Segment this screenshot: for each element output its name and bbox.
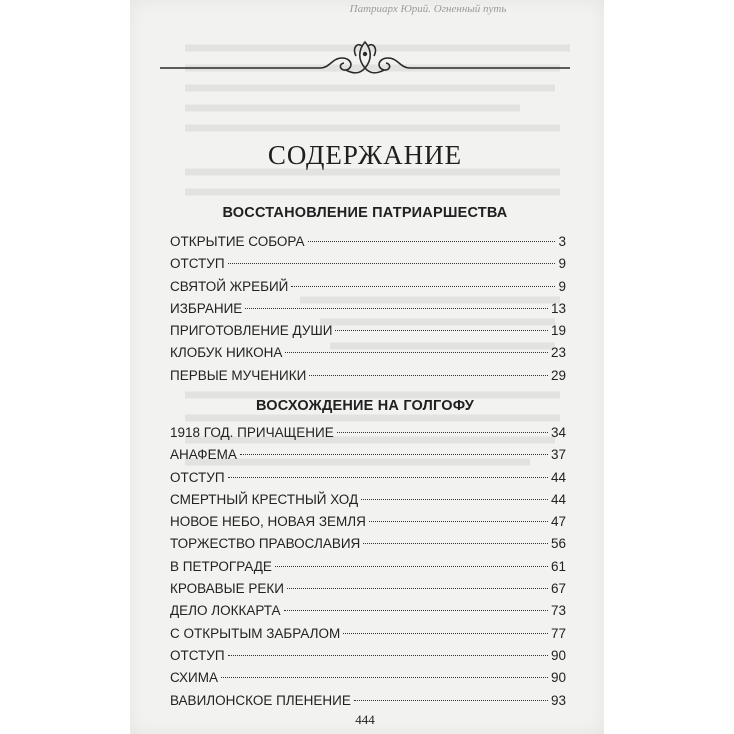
dot-leader <box>337 432 548 433</box>
toc-list-section-2 <box>170 422 566 712</box>
toc-entry-page: 73 <box>550 603 566 619</box>
toc-entry-page: 3 <box>558 234 566 249</box>
dot-leader <box>221 677 548 678</box>
toc-entry[interactable] <box>170 623 566 645</box>
dot-leader <box>284 610 548 611</box>
toc-entry-title: ВАВИЛОНСКОЕ ПЛЕНЕНИЕ <box>170 692 351 708</box>
toc-entry[interactable] <box>170 578 566 600</box>
section-heading-restoration: ВОССТАНОВЛЕНИЕ ПАТРИАРШЕСТВА <box>222 205 508 221</box>
toc-entry-page: 37 <box>550 447 566 463</box>
dot-leader <box>343 633 548 634</box>
dot-leader <box>335 330 547 331</box>
toc-entry-page: 90 <box>550 670 566 686</box>
dot-leader <box>363 543 548 544</box>
toc-entry[interactable] <box>170 365 566 387</box>
page-number: 444 <box>355 712 375 727</box>
toc-entry-title: СХИМА <box>170 670 218 686</box>
toc-entry-title: ПЕРВЫЕ МУЧЕНИКИ <box>170 367 307 383</box>
toc-entry-page: 23 <box>550 345 566 361</box>
toc-entry-page: 61 <box>550 558 566 574</box>
toc-entry-title: ОТСТУП <box>170 256 225 272</box>
toc-entry[interactable] <box>170 467 566 489</box>
toc-entry-title: СМЕРТНЫЙ КРЕСТНЫЙ ХОД <box>170 491 359 507</box>
toc-list-section-1 <box>170 231 566 387</box>
toc-entry[interactable] <box>170 667 566 689</box>
toc-entry-title: С ОТКРЫТЫМ ЗАБРАЛОМ <box>170 625 341 641</box>
dot-leader <box>291 286 555 287</box>
toc-entry-page: 29 <box>550 367 566 383</box>
toc-entry-title: ДЕЛО ЛОККАРТА <box>170 603 281 619</box>
toc-entry[interactable] <box>170 298 566 320</box>
toc-entry-page: 9 <box>558 256 566 272</box>
toc-entry-title: 1918 ГОД. ПРИЧАЩЕНИЕ <box>170 425 334 440</box>
toc-entry-page: 34 <box>550 425 566 440</box>
dot-leader <box>285 352 548 353</box>
toc-entry-title: КРОВАВЫЕ РЕКИ <box>170 581 284 597</box>
toc-entry-title: КЛОБУК НИКОНА <box>170 345 283 361</box>
dot-leader <box>245 308 548 309</box>
dot-leader <box>309 375 548 376</box>
dot-leader <box>228 655 548 656</box>
toc-entry-title: ОТКРЫТИЕ СОБОРА <box>170 234 305 249</box>
toc-entry-page: 93 <box>550 692 566 708</box>
toc-entry-title: В ПЕТРОГРАДЕ <box>170 558 272 574</box>
toc-entry-title: НОВОЕ НЕБО, НОВАЯ ЗЕМЛЯ <box>170 514 366 530</box>
toc-entry[interactable] <box>170 645 566 667</box>
dot-leader <box>287 588 548 589</box>
toc-entry[interactable] <box>170 320 566 342</box>
toc-entry-title: ИЗБРАНИЕ <box>170 300 243 316</box>
dot-leader <box>228 263 556 264</box>
dot-leader <box>369 521 548 522</box>
toc-entry-page: 19 <box>550 323 566 339</box>
toc-entry-page: 9 <box>558 278 566 294</box>
toc-entry-title: СВЯТОЙ ЖРЕБИЙ <box>170 278 289 294</box>
toc-entry[interactable] <box>170 444 566 466</box>
toc-entry-page: 44 <box>550 469 566 485</box>
toc-entry-page: 47 <box>550 514 566 530</box>
toc-entry-page: 67 <box>550 581 566 597</box>
toc-entry-title: ПРИГОТОВЛЕНИЕ ДУШИ <box>170 323 333 339</box>
running-head: Патриарх Юрий. Огненный путь <box>349 3 507 15</box>
toc-entry-page: 13 <box>550 300 566 316</box>
toc-entry[interactable] <box>170 690 566 712</box>
section-heading-golgotha: ВОСХОЖДЕНИЕ НА ГОЛГОФУ <box>255 398 475 414</box>
toc-entry[interactable] <box>170 253 566 275</box>
toc-entry-page: 56 <box>550 536 566 552</box>
toc-entry[interactable] <box>170 422 566 444</box>
dot-leader <box>275 566 548 567</box>
dot-leader <box>228 477 548 478</box>
toc-entry[interactable] <box>170 600 566 622</box>
decorative-header-ornament <box>160 30 570 80</box>
toc-entry[interactable] <box>170 533 566 555</box>
toc-entry-page: 90 <box>550 647 566 663</box>
toc-entry-page: 77 <box>550 625 566 641</box>
dot-leader <box>240 454 548 455</box>
toc-entry[interactable] <box>170 231 566 253</box>
toc-entry[interactable] <box>170 556 566 578</box>
dot-leader <box>361 499 548 500</box>
toc-entry[interactable] <box>170 489 566 511</box>
toc-entry-title: ОТСТУП <box>170 469 225 485</box>
toc-entry-title: ТОРЖЕСТВО ПРАВОСЛАВИЯ <box>170 536 361 552</box>
dot-leader <box>308 241 556 242</box>
toc-entry[interactable] <box>170 511 566 533</box>
toc-entry[interactable] <box>170 276 566 298</box>
toc-entry-title: АНАФЕМА <box>170 447 237 463</box>
toc-entry-title: ОТСТУП <box>170 647 225 663</box>
toc-title: СОДЕРЖАНИЕ <box>267 140 463 170</box>
toc-entry[interactable] <box>170 342 566 364</box>
dot-leader <box>354 700 548 701</box>
toc-entry-page: 44 <box>550 491 566 507</box>
